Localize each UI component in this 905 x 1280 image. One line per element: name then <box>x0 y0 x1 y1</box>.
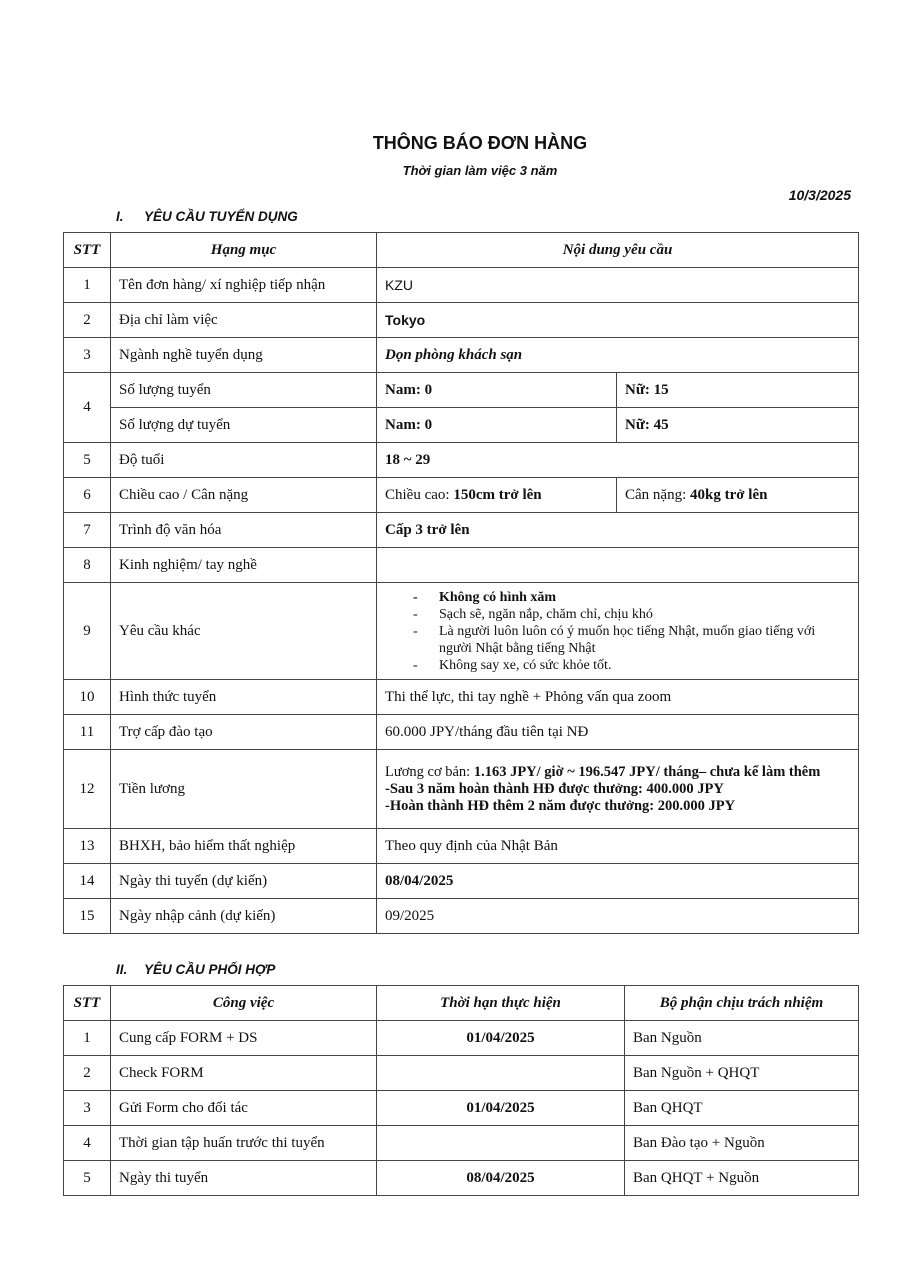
row-label: Tiền lương <box>111 750 377 829</box>
row-stt: 2 <box>64 303 111 338</box>
insurance-value: Theo quy định của Nhật Bản <box>377 829 859 864</box>
header-task: Công việc <box>111 986 377 1021</box>
table-row <box>64 899 859 934</box>
coordination-table <box>63 985 859 1196</box>
training-allowance-value: 60.000 JPY/tháng đầu tiên tại NĐ <box>377 715 859 750</box>
deadline-cell <box>377 1126 625 1161</box>
bonus-line-2: -Hoàn thành HĐ thêm 2 năm được thưởng: 200.000 JPY <box>385 797 736 814</box>
header-item: Hạng mục <box>111 233 377 268</box>
table-row <box>64 338 859 373</box>
row-stt: 1 <box>64 1021 111 1056</box>
table-row <box>64 513 859 548</box>
row-stt: 5 <box>64 1161 111 1196</box>
table-row <box>64 303 859 338</box>
document-title: THÔNG BÁO ĐƠN HÀNG <box>372 133 588 153</box>
row-stt: 2 <box>64 1056 111 1091</box>
table-row <box>64 1126 859 1161</box>
document-subtitle: Thời gian làm việc 3 năm <box>402 163 558 178</box>
row-stt: 4 <box>64 373 111 443</box>
task-cell: Thời gian tập huấn trước thi tuyển <box>111 1126 377 1161</box>
row-stt: 13 <box>64 829 111 864</box>
female-count: : 15 <box>644 381 669 398</box>
row-stt: 1 <box>64 268 111 303</box>
recruitment-requirements-table <box>63 232 859 934</box>
weight-value: 40kg trở lên <box>690 486 768 503</box>
department-cell: Ban Nguồn <box>625 1021 859 1056</box>
female-label: Nữ <box>625 381 645 398</box>
table-row <box>64 478 859 513</box>
exam-date-value: 08/04/2025 <box>377 864 859 899</box>
deadline-cell: 01/04/2025 <box>377 1091 625 1126</box>
task-cell: Ngày thi tuyển <box>111 1161 377 1196</box>
base-salary-label: Lương cơ bản: <box>385 763 474 780</box>
row-label: Ngành nghề tuyển dụng <box>111 338 377 373</box>
list-item: - Không say xe, có sức khỏe tốt. <box>413 657 850 674</box>
row-label: Độ tuổi <box>111 443 377 478</box>
height-label: Chiều cao: <box>385 486 450 503</box>
female-label: Nữ <box>625 416 645 433</box>
row-label: Ngày nhập cảnh (dự kiến) <box>111 899 377 934</box>
salary-cell <box>377 750 859 829</box>
table-header-row <box>64 233 859 268</box>
weight-cell <box>617 478 859 513</box>
bonus-line-1: -Sau 3 năm hoàn thành HĐ được thưởng: 400.000 JPY <box>385 780 724 797</box>
job-field-value: Dọn phòng khách sạn <box>377 338 859 373</box>
row-label: Số lượng dự tuyển <box>111 408 377 443</box>
female-count-cell <box>617 373 859 408</box>
task-cell: Gửi Form cho đối tác <box>111 1091 377 1126</box>
weight-label: Cân nặng: <box>625 486 687 503</box>
row-stt: 7 <box>64 513 111 548</box>
row-label: Trợ cấp đào tạo <box>111 715 377 750</box>
department-cell: Ban QHQT + Nguồn <box>625 1161 859 1196</box>
section-1-heading <box>116 209 298 224</box>
table-header-row <box>64 986 859 1021</box>
table-row <box>64 864 859 899</box>
row-stt: 3 <box>64 338 111 373</box>
header-deadline: Thời hạn thực hiện <box>377 986 625 1021</box>
row-stt: 8 <box>64 548 111 583</box>
other-requirements-cell <box>377 583 859 680</box>
department-cell: Ban QHQT <box>625 1091 859 1126</box>
list-item: - Là người luôn luôn có ý muốn học tiếng Nhật, muốn giao tiếng với người Nhật bằng tiếng Nhật <box>413 623 850 657</box>
section-2-heading <box>116 962 275 977</box>
deadline-cell: 08/04/2025 <box>377 1161 625 1196</box>
row-label: Kinh nghiệm/ tay nghề <box>111 548 377 583</box>
header-content: Nội dung yêu cầu <box>377 233 859 268</box>
section-2-number: II. <box>116 962 128 977</box>
height-cell <box>377 478 617 513</box>
age-value: 18 ~ 29 <box>377 443 859 478</box>
table-row <box>64 750 859 829</box>
work-address-value: Tokyo <box>377 303 859 338</box>
table-row <box>64 583 859 680</box>
row-stt: 3 <box>64 1091 111 1126</box>
male-count-cell <box>377 408 617 443</box>
table-row <box>64 548 859 583</box>
male-count: : 0 <box>415 381 433 398</box>
row-label: Chiều cao / Cân nặng <box>111 478 377 513</box>
list-item: - Sạch sẽ, ngăn nắp, chăm chỉ, chịu khó <box>413 606 850 623</box>
education-value: Cấp 3 trở lên <box>377 513 859 548</box>
table-row <box>64 680 859 715</box>
deadline-cell <box>377 1056 625 1091</box>
row-label: Hình thức tuyển <box>111 680 377 715</box>
table-row <box>64 1056 859 1091</box>
row-label: Địa chỉ làm việc <box>111 303 377 338</box>
row-stt: 12 <box>64 750 111 829</box>
height-value: 150cm trở lên <box>453 486 542 503</box>
document-date: 10/3/2025 <box>788 187 851 203</box>
recruitment-form-value: Thi thể lực, thi tay nghề + Phỏng vấn qua zoom <box>377 680 859 715</box>
row-stt: 11 <box>64 715 111 750</box>
table-row <box>64 715 859 750</box>
table-row <box>64 443 859 478</box>
entry-date-value: 09/2025 <box>377 899 859 934</box>
table-row <box>64 268 859 303</box>
male-count-cell <box>377 373 617 408</box>
header-department: Bộ phận chịu trách nhiệm <box>625 986 859 1021</box>
male-count: : 0 <box>415 416 433 433</box>
row-stt: 9 <box>64 583 111 680</box>
table-row <box>64 1021 859 1056</box>
row-label: Yêu cầu khác <box>111 583 377 680</box>
task-cell: Check FORM <box>111 1056 377 1091</box>
row-label: Số lượng tuyển <box>111 373 377 408</box>
table-row <box>64 1091 859 1126</box>
base-salary-line <box>385 764 850 781</box>
section-1-title: YÊU CẦU TUYỂN DỤNG <box>144 209 298 224</box>
experience-value <box>377 548 859 583</box>
other-requirements-list <box>385 589 850 674</box>
table-row <box>64 1161 859 1196</box>
table-row <box>64 408 859 443</box>
department-cell: Ban Nguồn + QHQT <box>625 1056 859 1091</box>
row-stt: 14 <box>64 864 111 899</box>
row-stt: 6 <box>64 478 111 513</box>
row-label: Tên đơn hàng/ xí nghiệp tiếp nhận <box>111 268 377 303</box>
table-row <box>64 829 859 864</box>
section-2-title: YÊU CẦU PHỐI HỢP <box>144 962 276 977</box>
male-label: Nam <box>385 416 416 433</box>
female-count-cell <box>617 408 859 443</box>
department-cell: Ban Đào tạo + Nguồn <box>625 1126 859 1161</box>
deadline-cell: 01/04/2025 <box>377 1021 625 1056</box>
row-stt: 15 <box>64 899 111 934</box>
table-row <box>64 373 859 408</box>
male-label: Nam <box>385 381 416 398</box>
header-stt: STT <box>64 233 111 268</box>
row-stt: 10 <box>64 680 111 715</box>
order-name-value: KZU <box>377 268 859 303</box>
row-label: Ngày thi tuyển (dự kiến) <box>111 864 377 899</box>
header-stt: STT <box>64 986 111 1021</box>
row-label: BHXH, bảo hiểm thất nghiệp <box>111 829 377 864</box>
row-stt: 4 <box>64 1126 111 1161</box>
list-item: - Không có hình xăm <box>413 589 850 606</box>
base-salary-value: 1.163 JPY/ giờ ~ 196.547 JPY/ tháng– chưa kể làm thêm <box>473 763 821 780</box>
task-cell: Cung cấp FORM + DS <box>111 1021 377 1056</box>
row-stt: 5 <box>64 443 111 478</box>
section-1-number: I. <box>116 209 124 224</box>
female-count: : 45 <box>644 416 669 433</box>
row-label: Trình độ văn hóa <box>111 513 377 548</box>
